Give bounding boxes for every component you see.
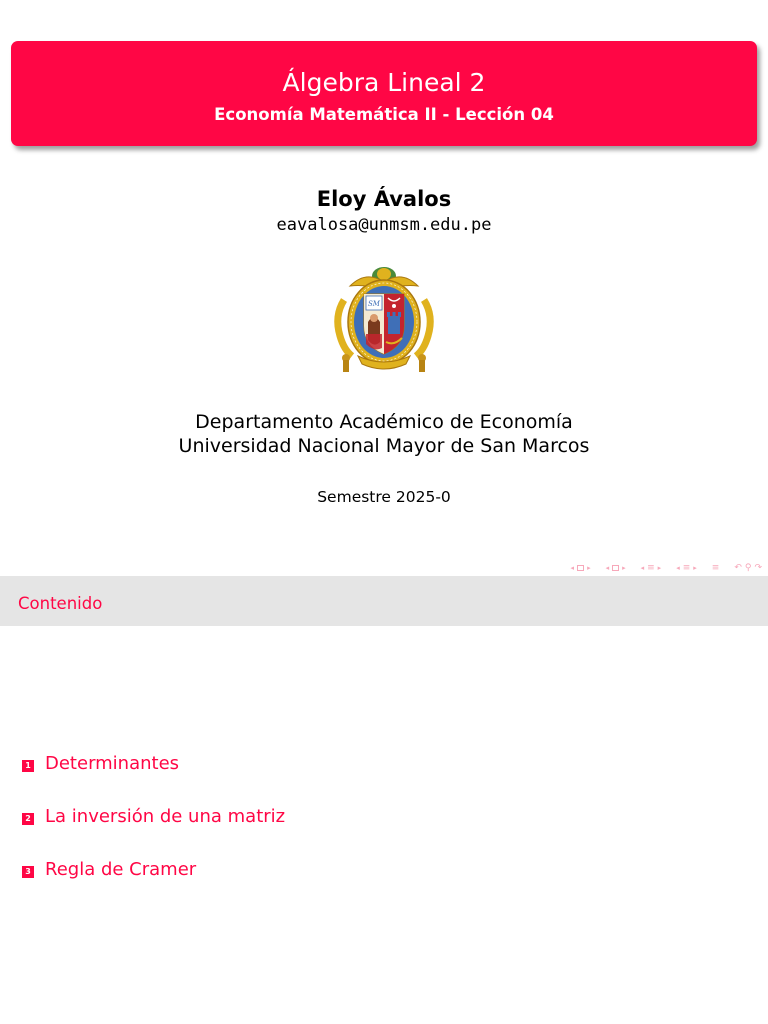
nav-document-group[interactable]	[712, 563, 720, 573]
nav-slide-group[interactable]	[571, 564, 591, 572]
presentation-date: Semestre 2025-0	[317, 488, 451, 506]
nav-subsection-icon[interactable]: ≡	[647, 563, 655, 573]
nav-slide-icon[interactable]	[577, 565, 584, 571]
nav-section-group[interactable]	[676, 563, 697, 573]
toc-item-label[interactable]: Determinantes	[45, 753, 180, 774]
nav-search-group[interactable]	[734, 563, 762, 573]
nav-section-icon[interactable]: ≡	[682, 563, 691, 573]
department-name: Departamento Académico de Economía	[195, 411, 573, 433]
nav-next-arrow-icon[interactable]: ▸	[693, 564, 697, 572]
nav-subsection-group[interactable]	[641, 563, 662, 573]
nav-frame-icon[interactable]	[612, 565, 619, 571]
toc-number-badge: 3	[22, 866, 34, 878]
nav-frame-group[interactable]	[606, 564, 626, 572]
frame-title-bar	[0, 576, 768, 626]
title-block	[11, 41, 757, 146]
nav-prev-arrow-icon[interactable]: ◂	[640, 564, 645, 572]
toc-item-label[interactable]: La inversión de una matriz	[45, 806, 286, 827]
nav-forward-icon[interactable]: ↷	[754, 563, 762, 573]
nav-back-icon[interactable]: ↶	[734, 563, 742, 573]
beamer-navigation-bar	[561, 561, 762, 575]
toc-item-determinantes[interactable]	[22, 752, 179, 776]
toc-item-inversion[interactable]	[22, 805, 285, 829]
presentation-title: Álgebra Lineal 2	[282, 68, 486, 97]
contents-slide	[0, 576, 768, 1024]
nav-document-icon[interactable]: ≡	[711, 563, 720, 573]
author-name: Eloy Ávalos	[316, 187, 452, 211]
toc-item-label[interactable]: Regla de Cramer	[45, 859, 197, 880]
institute-block	[0, 410, 768, 458]
toc-item-cramer[interactable]	[22, 858, 196, 882]
frame-title: Contenido	[18, 594, 103, 613]
nav-next-arrow-icon[interactable]: ▸	[622, 564, 626, 572]
university-name: Universidad Nacional Mayor de San Marcos	[178, 435, 590, 457]
author-email: eavalosa@unmsm.edu.pe	[276, 215, 492, 235]
toc-number-badge: 2	[22, 813, 34, 825]
nav-prev-arrow-icon[interactable]: ◂	[605, 564, 610, 572]
nav-next-arrow-icon[interactable]: ▸	[657, 564, 662, 572]
nav-prev-arrow-icon[interactable]: ◂	[676, 564, 680, 572]
nav-search-icon[interactable]: ⚲	[744, 563, 752, 573]
svg-text:SM: SM	[368, 300, 380, 308]
nav-prev-arrow-icon[interactable]: ◂	[570, 564, 575, 572]
presentation-subtitle: Economía Matemática II - Lección 04	[214, 105, 554, 124]
toc-number-badge: 1	[22, 760, 34, 772]
nav-next-arrow-icon[interactable]: ▸	[587, 564, 591, 572]
university-seal-icon	[330, 264, 438, 376]
